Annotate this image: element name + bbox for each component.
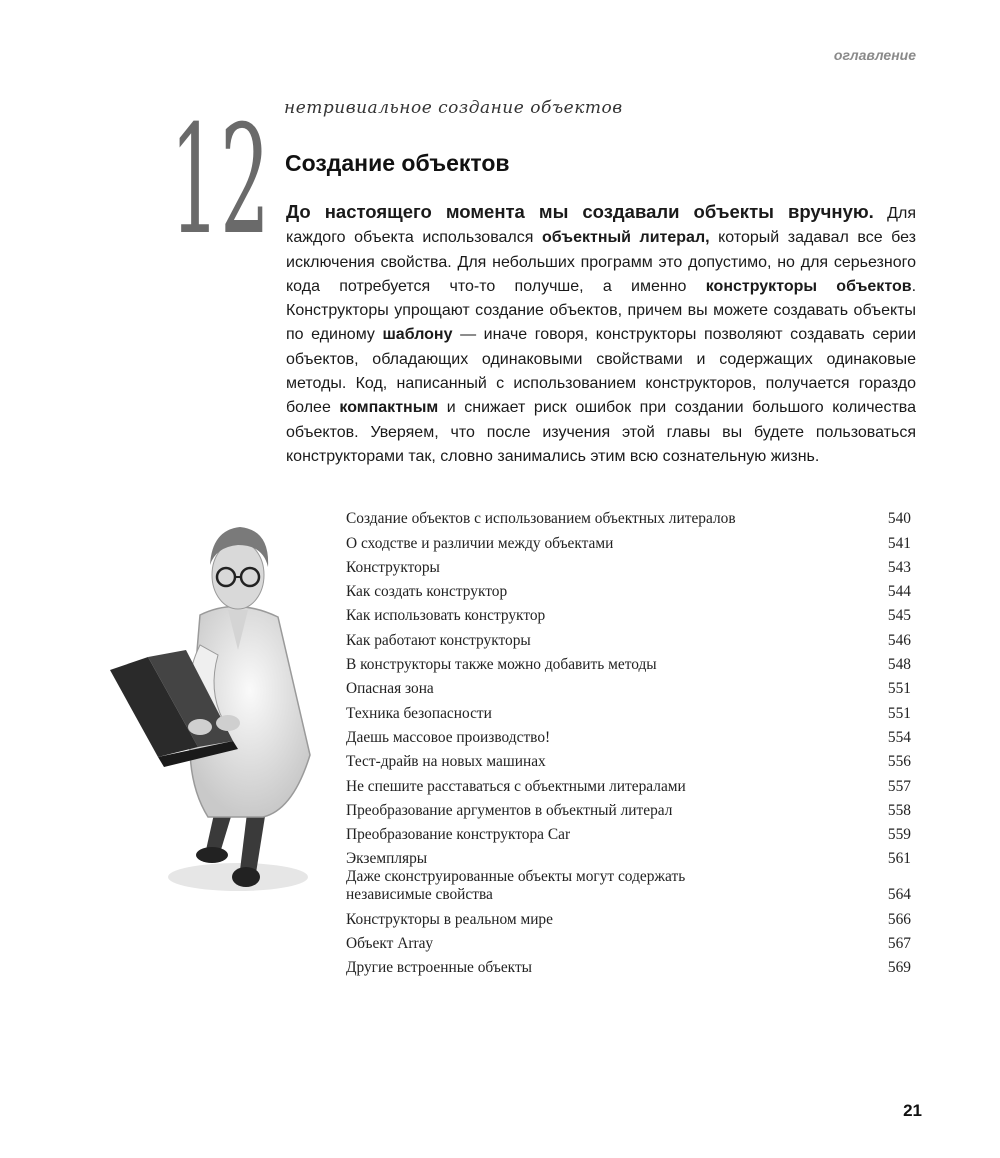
toc-entry-title: Конструкторы в реальном мире xyxy=(346,910,553,928)
toc-entry-title: Даже сконструированные объекты могут содержать независимые свойства xyxy=(346,868,686,904)
toc-entry-title: Преобразование конструктора Car xyxy=(346,826,571,844)
intro-text: и снижает риск ошибок при создании большого количества объектов. Уверяем, что после изучения этой главы вы будете пользоваться конструкторами так, словно занимались этим всю сознательную жизнь. xyxy=(286,399,916,465)
toc-entry-page: 564 xyxy=(887,886,911,904)
toc-entry-page: 543 xyxy=(887,558,911,576)
toc-entry-page: 556 xyxy=(887,753,911,771)
toc-entry[interactable] xyxy=(346,698,911,722)
toc-entry[interactable] xyxy=(346,723,911,747)
toc-entry-page: 557 xyxy=(887,777,911,795)
toc-entry[interactable] xyxy=(346,929,911,953)
toc-entry[interactable] xyxy=(346,577,911,601)
intro-text: который задавал все без исключения свойства. Для небольших программ это допустимо, но для серьезного кода потребуется что-то получше, а именно xyxy=(286,229,917,295)
toc-entry[interactable] xyxy=(346,844,911,868)
toc-entry-page: 546 xyxy=(887,631,911,649)
toc-entry-page: 554 xyxy=(887,728,911,746)
toc-entry[interactable] xyxy=(346,601,911,625)
toc-entry-title: Создание объектов с использованием объектных литералов xyxy=(346,510,736,528)
toc-entry-page: 544 xyxy=(887,583,911,601)
toc-entry[interactable] xyxy=(346,553,911,577)
toc-entry-page: 548 xyxy=(887,656,911,674)
page-number: 21 xyxy=(903,1101,922,1120)
toc-entry-page: 569 xyxy=(887,959,911,977)
chapter-handwritten-title: нетривиальное создание объектов xyxy=(284,98,623,118)
intro-lead: До настоящего момента мы создавали объекты вручную. xyxy=(286,201,874,222)
chapter-number xyxy=(170,92,275,242)
intro-bold-term: шаблону xyxy=(382,326,453,344)
section-label: оглавление xyxy=(833,47,916,63)
toc-entry-page: 559 xyxy=(887,826,911,844)
intro-text: . Конструкторы упрощают создание объектов, причем вы можете создавать объекты по единому xyxy=(286,277,917,344)
toc-entry-title: Экземпляры xyxy=(346,850,428,868)
toc-entry[interactable] xyxy=(346,904,911,928)
intro-bold-term: компактным xyxy=(339,399,439,417)
toc-entry[interactable] xyxy=(346,953,911,977)
toc-entry-title: О сходстве и различии между объектами xyxy=(346,534,614,552)
toc-entry-title: Конструкторы xyxy=(346,558,440,576)
toc-entry-title: Даешь массовое производство! xyxy=(346,728,551,746)
intro-text: — иначе говоря, конструкторы позволяют создавать серии объектов, обладающих одинаковыми свойствами и содержащих одинаковые методы. Код, написанный с использованием конструкторов, получается гораздо более xyxy=(286,326,917,417)
toc-entry[interactable] xyxy=(346,868,911,904)
toc-entry[interactable] xyxy=(346,528,911,552)
toc-entry-page: 551 xyxy=(887,704,911,722)
developer-with-laptop-illustration xyxy=(88,505,348,910)
toc-entry-title: Техника безопасности xyxy=(346,704,492,722)
toc-entry-title: Тест-драйв на новых машинах xyxy=(346,753,546,771)
toc-entry-page: 561 xyxy=(887,850,911,868)
chapter-title: Создание объектов xyxy=(285,150,510,176)
toc-entry[interactable] xyxy=(346,747,911,771)
toc-entry-title: Не спешите расставаться с объектными литералами xyxy=(346,777,686,795)
toc-entry-title: Объект Array xyxy=(346,935,434,953)
toc-entry-title: В конструкторы также можно добавить методы xyxy=(346,656,657,674)
toc-entry-page: 558 xyxy=(887,801,911,819)
toc-entry[interactable] xyxy=(346,650,911,674)
toc-entry-title: Другие встроенные объекты xyxy=(346,959,533,977)
toc-entry-page: 566 xyxy=(887,910,911,928)
toc-entry[interactable] xyxy=(346,771,911,795)
toc-entry[interactable] xyxy=(346,504,911,528)
intro-text: Для каждого объекта использовался xyxy=(286,205,917,247)
toc-entry-page: 541 xyxy=(887,534,911,552)
toc-entry[interactable] xyxy=(346,796,911,820)
intro-bold-term: объектный литерал, xyxy=(541,229,710,247)
toc-entry[interactable] xyxy=(346,625,911,649)
intro-bold-term: конструкторы объектов xyxy=(705,277,912,295)
toc-entry-title: Опасная зона xyxy=(346,680,434,698)
toc-entry[interactable] xyxy=(346,674,911,698)
toc-entry-title: Как создать конструктор xyxy=(346,583,508,601)
toc-entry-title: Как работают конструкторы xyxy=(346,631,531,649)
toc-entry[interactable] xyxy=(346,820,911,844)
toc-entry-title: Преобразование аргументов в объектный литерал xyxy=(346,801,673,819)
toc-entry-page: 545 xyxy=(887,607,911,625)
table-of-contents xyxy=(346,504,911,977)
toc-entry-page: 540 xyxy=(887,510,911,528)
svg-text:12: 12 xyxy=(170,94,270,242)
toc-entry-page: 551 xyxy=(887,680,911,698)
toc-entry-page: 567 xyxy=(887,935,911,953)
toc-entry-title: Как использовать конструктор xyxy=(346,607,546,625)
chapter-intro xyxy=(286,200,916,469)
